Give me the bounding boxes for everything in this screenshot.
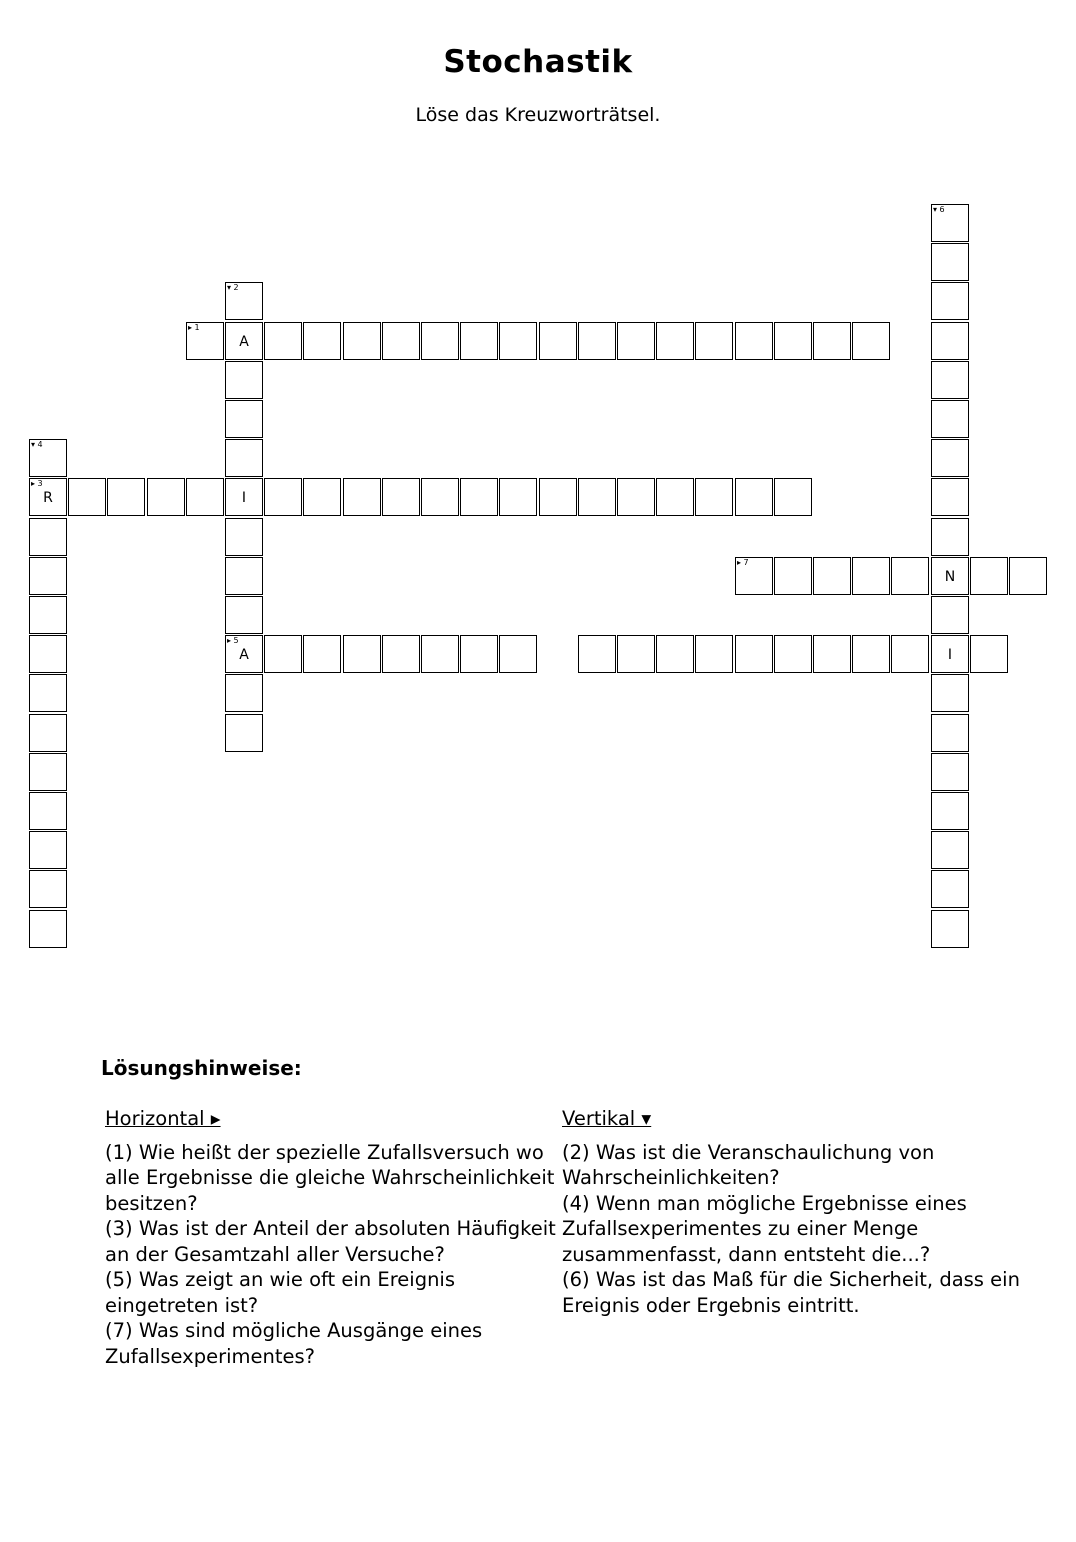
grid-cell[interactable] [421,478,459,516]
grid-cell[interactable] [343,478,381,516]
grid-cell[interactable] [225,400,263,438]
clue-vertical-2: (2) Was ist die Veranschaulichung von Wahrscheinlichkeiten? [562,1140,935,1189]
grid-cell[interactable] [931,439,969,477]
grid-cell[interactable] [774,557,812,595]
grid-cell[interactable] [931,322,969,360]
grid-cell[interactable] [29,478,67,516]
clue-number: ▾ 2 [227,283,239,292]
clue-number: ▸ 5 [227,636,239,645]
given-letter: I [241,490,247,506]
grid-cell[interactable] [931,674,969,712]
grid-cell[interactable] [303,478,341,516]
given-letter: A [239,334,249,350]
grid-cell[interactable] [303,635,341,673]
grid-cell[interactable] [931,361,969,399]
grid-cell[interactable] [68,478,106,516]
grid-cell[interactable] [695,322,733,360]
clue-number: ▾ 6 [933,205,945,214]
clue-vertical-6: (6) Was ist das Maß für die Sicherheit, dass ein Ereignis oder Ergebnis eintritt. [562,1268,1020,1317]
grid-cell[interactable] [1009,557,1047,595]
grid-cell[interactable] [343,322,381,360]
grid-cell[interactable] [617,478,655,516]
grid-cell[interactable] [382,478,420,516]
grid-cell[interactable] [774,635,812,673]
grid-cell[interactable] [617,322,655,360]
grid-cell[interactable] [460,322,498,360]
grid-cell[interactable] [29,831,67,869]
grid-cell[interactable] [931,204,969,242]
grid-cell[interactable] [695,635,733,673]
grid-cell[interactable] [774,322,812,360]
grid-cell[interactable] [735,478,773,516]
grid-cell[interactable] [970,635,1008,673]
grid-cell[interactable] [813,635,851,673]
grid-cell[interactable] [225,596,263,634]
grid-cell[interactable] [382,635,420,673]
grid-cell[interactable] [264,635,302,673]
grid-cell[interactable] [931,557,969,595]
grid-cell[interactable] [29,635,67,673]
grid-cell[interactable] [29,557,67,595]
clue-number: ▾ 4 [31,440,43,449]
grid-cell[interactable] [225,282,263,320]
hints-heading: Lösungshinweise: [101,1056,302,1080]
grid-cell[interactable] [931,753,969,791]
grid-cell[interactable] [931,243,969,281]
clue-horizontal-5: (5) Was zeigt an wie oft ein Ereignis eingetreten ist? [105,1268,456,1317]
grid-cell[interactable] [107,478,145,516]
grid-cell[interactable] [891,635,929,673]
grid-cell[interactable] [186,322,224,360]
grid-cell[interactable] [578,478,616,516]
grid-cell[interactable] [774,478,812,516]
grid-cell[interactable] [29,910,67,948]
grid-cell[interactable] [931,478,969,516]
clue-horizontal-3: (3) Was ist der Anteil der absoluten Häufigkeit an der Gesamtzahl aller Versuche? [105,1217,556,1266]
grid-cell[interactable] [225,557,263,595]
grid-cell[interactable] [382,322,420,360]
grid-cell[interactable] [29,870,67,908]
grid-cell[interactable] [931,635,969,673]
grid-cell[interactable] [29,518,67,556]
grid-cell[interactable] [225,439,263,477]
grid-cell[interactable] [578,635,616,673]
grid-cell[interactable] [578,322,616,360]
grid-cell[interactable] [656,322,694,360]
grid-cell[interactable] [264,322,302,360]
grid-cell[interactable] [970,557,1008,595]
grid-cell[interactable] [852,322,890,360]
grid-cell[interactable] [186,478,224,516]
vertical-clues [562,1106,1032,1318]
given-letter: A [239,647,249,663]
grid-cell[interactable] [931,714,969,752]
grid-cell[interactable] [264,478,302,516]
grid-cell[interactable] [735,322,773,360]
grid-cell[interactable] [852,635,890,673]
grid-cell[interactable] [343,635,381,673]
grid-cell[interactable] [225,714,263,752]
grid-cell[interactable] [499,478,537,516]
grid-cell[interactable] [421,322,459,360]
grid-cell[interactable] [460,478,498,516]
grid-cell[interactable] [931,596,969,634]
grid-cell[interactable] [891,557,929,595]
grid-cell[interactable] [29,792,67,830]
grid-cell[interactable] [29,674,67,712]
page-title: Stochastik [443,44,633,80]
grid-cell[interactable] [29,596,67,634]
grid-cell[interactable] [656,478,694,516]
grid-cell[interactable] [931,400,969,438]
page-subtitle: Löse das Kreuzworträtsel. [415,104,661,126]
grid-cell[interactable] [813,322,851,360]
grid-cell[interactable] [499,322,537,360]
grid-cell[interactable] [29,439,67,477]
grid-cell[interactable] [735,635,773,673]
given-letter: I [947,647,953,663]
grid-cell[interactable] [421,635,459,673]
grid-cell[interactable] [225,361,263,399]
vertical-heading: Vertikal ▾ [562,1107,652,1130]
given-letter: N [944,569,956,585]
grid-cell[interactable] [656,635,694,673]
clue-number: ▸ 7 [737,558,749,567]
grid-cell[interactable] [813,557,851,595]
grid-cell[interactable] [225,674,263,712]
clue-vertical-4: (4) Wenn man mögliche Ergebnisse eines Zufallsexperimentes zu einer Menge zusammenfasst, dann entsteht die...? [562,1191,967,1266]
grid-cell[interactable] [852,557,890,595]
clue-number: ▸ 1 [188,323,200,332]
clue-horizontal-1: (1) Wie heißt der spezielle Zufallsversuch wo alle Ergebnisse die gleiche Wahrscheinlichkeit besitzen? [105,1140,555,1215]
grid-cell[interactable] [499,635,537,673]
grid-cell[interactable] [735,557,773,595]
grid-cell[interactable] [695,478,733,516]
given-letter: R [43,490,53,506]
grid-cell[interactable] [225,518,263,556]
grid-cell[interactable] [931,518,969,556]
grid-cell[interactable] [147,478,185,516]
grid-cell[interactable] [931,831,969,869]
grid-cell[interactable] [931,910,969,948]
grid-cell[interactable] [539,478,577,516]
grid-cell[interactable] [29,753,67,791]
grid-cell[interactable] [617,635,655,673]
clue-number: ▸ 3 [31,479,43,488]
horizontal-heading: Horizontal ▸ [105,1107,221,1130]
grid-cell[interactable] [225,478,263,516]
grid-cell[interactable] [539,322,577,360]
grid-cell[interactable] [931,870,969,908]
grid-cell[interactable] [931,282,969,320]
grid-cell[interactable] [460,635,498,673]
grid-cell[interactable] [931,792,969,830]
horizontal-clues [105,1106,560,1369]
grid-cell[interactable] [225,635,263,673]
grid-cell[interactable] [303,322,341,360]
grid-cell[interactable] [225,322,263,360]
grid-cell[interactable] [29,714,67,752]
clue-horizontal-7: (7) Was sind mögliche Ausgänge eines Zufallsexperimentes? [105,1319,483,1368]
